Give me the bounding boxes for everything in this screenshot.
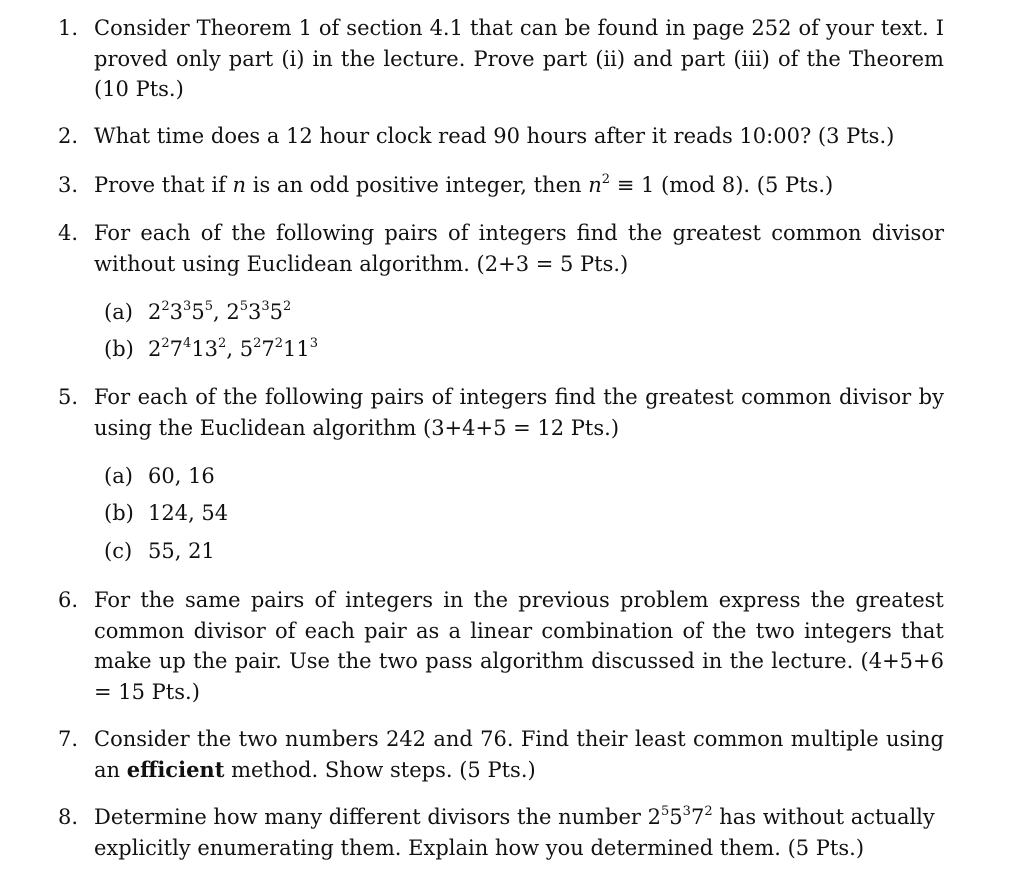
word: section <box>346 16 423 40</box>
word: 1 <box>298 16 312 40</box>
word: pairs <box>370 385 425 409</box>
text-line <box>94 616 944 647</box>
word: same <box>184 588 241 612</box>
text-line: an efficient method. Show steps. (5 Pts.) <box>94 756 536 782</box>
word: up <box>158 649 186 673</box>
text-line <box>94 724 944 755</box>
word: two <box>238 727 278 751</box>
word: the <box>603 385 638 409</box>
subpart-b: (b) 124, 54 <box>104 501 229 525</box>
word: using <box>885 727 944 751</box>
word: numbers <box>285 727 379 751</box>
problem-text <box>94 218 944 279</box>
text-line: (10 Pts.) <box>94 77 184 101</box>
word: common <box>693 727 784 751</box>
word: two <box>755 618 795 643</box>
word: and <box>433 727 473 751</box>
word: greatest <box>672 221 761 245</box>
word: the <box>193 649 228 673</box>
word: make <box>94 649 152 673</box>
word: common <box>94 618 185 643</box>
text-line: without using Euclidean algorithm. (2+3 = 5 Pts.) <box>94 251 629 276</box>
word: multiple <box>790 727 879 751</box>
word: the <box>196 727 232 751</box>
word: algorithm <box>479 649 584 673</box>
word: (ii) <box>595 46 626 71</box>
word: lecture. <box>771 649 854 673</box>
word: Consider <box>94 727 190 751</box>
word: two <box>378 649 418 673</box>
word: the <box>473 588 509 612</box>
word: a <box>448 618 462 643</box>
word: in <box>665 16 686 40</box>
word: Theorem <box>196 16 292 40</box>
word: combination <box>541 618 674 643</box>
word: (iii) <box>733 46 770 71</box>
word: in <box>443 588 464 612</box>
word: and <box>633 46 673 71</box>
word: that <box>900 618 944 643</box>
word: of <box>200 221 222 245</box>
word: of <box>798 16 819 40</box>
problem-number: 4. <box>58 221 79 245</box>
word: of <box>777 46 799 71</box>
variable-n: n <box>588 173 602 197</box>
word: 252 <box>751 16 792 40</box>
word: 242 <box>385 727 427 751</box>
word: of <box>318 16 340 40</box>
word: as <box>416 618 440 643</box>
word: text. <box>880 16 929 40</box>
text-line: Determine how many different divisors the number $2^55^37^2$ has without actually <box>94 804 935 829</box>
word: the <box>806 46 841 71</box>
word: part <box>680 46 726 71</box>
problem-text <box>94 170 944 201</box>
word: express <box>718 588 801 612</box>
word: only <box>175 46 221 71</box>
text-line <box>94 44 944 75</box>
word: For <box>94 588 131 612</box>
word: greatest <box>645 385 734 409</box>
word: found <box>597 16 659 40</box>
subpart-c: (c) 55, 21 <box>104 539 215 563</box>
word: 4.1 <box>429 16 463 40</box>
word: divisor <box>871 221 944 245</box>
word: by <box>918 385 944 409</box>
variable-n: n <box>232 173 247 197</box>
text-line: explicitly enumerating them. Explain how you determined them. (5 Pts.) <box>94 835 865 860</box>
word: greatest <box>855 588 944 612</box>
text-line: Prove that if n is an odd positive integer, then $n^2 \equiv 1$ (mod 8). (5 Pts.) <box>94 172 834 197</box>
text-line <box>94 585 944 616</box>
word: of <box>314 588 335 612</box>
word: the <box>627 221 663 245</box>
word: can <box>519 16 558 40</box>
text-line <box>94 13 944 44</box>
text-line: = 15 Pts.) <box>94 679 200 704</box>
word: divisor <box>193 618 266 643</box>
word: of <box>431 385 453 409</box>
word: following <box>275 221 375 245</box>
word: following <box>265 385 364 409</box>
word: each <box>304 618 355 643</box>
word: discussed <box>591 649 695 673</box>
text-line <box>94 382 944 413</box>
problem-text <box>94 121 944 152</box>
word: Prove <box>473 46 535 71</box>
text-line: What time does a 12 hour clock read 90 hours after it reads 10:00? (3 Pts.) <box>94 124 895 148</box>
word: Find <box>520 727 570 751</box>
word: of <box>195 385 216 409</box>
word: integers <box>345 588 433 612</box>
problem-text <box>94 585 944 707</box>
word: common <box>771 221 862 245</box>
problem-text <box>94 724 944 785</box>
word: For <box>94 385 131 409</box>
word: in <box>702 649 723 673</box>
problem-number: 7. <box>58 727 79 751</box>
subpart-a: (a) $2^23^35^5$, $2^53^35^2$ <box>104 299 292 324</box>
word: the <box>729 649 764 673</box>
word: least <box>634 727 686 751</box>
word: integers <box>459 385 548 409</box>
word: the <box>337 649 372 673</box>
word: the <box>140 588 175 612</box>
word: integers <box>478 221 567 245</box>
word: page <box>692 16 745 40</box>
word: For <box>94 221 131 245</box>
word: Consider <box>94 16 190 40</box>
problem-number: 6. <box>58 588 79 612</box>
word: find <box>576 221 618 245</box>
word: the <box>231 221 266 245</box>
text-line <box>94 218 944 249</box>
word: their <box>576 727 628 751</box>
problem-number: 2. <box>58 124 79 148</box>
word: each <box>137 385 188 409</box>
word: the <box>712 618 747 643</box>
word: in <box>312 46 333 71</box>
word: problem <box>619 588 709 612</box>
word: of <box>275 618 296 643</box>
word: of <box>682 618 703 643</box>
word: lecture. <box>383 46 466 71</box>
problem-text <box>94 13 944 105</box>
word: find <box>554 385 596 409</box>
word: that <box>469 16 513 40</box>
word: pass <box>425 649 473 673</box>
word: your <box>825 16 874 40</box>
word: linear <box>470 618 533 643</box>
word: be <box>564 16 591 40</box>
problem-number: 5. <box>58 385 79 409</box>
problem-number: 8. <box>58 805 79 829</box>
text-line: using the Euclidean algorithm (3+4+5 = 12 Pts.) <box>94 415 620 440</box>
problem-text <box>94 382 944 443</box>
word: Use <box>289 649 330 673</box>
word: (i) <box>281 46 305 71</box>
word: pairs <box>384 221 438 245</box>
word: each <box>140 221 191 245</box>
word: (4+5+6 <box>860 649 944 673</box>
problem-number: 1. <box>58 16 79 40</box>
emphasis-efficient: efficient <box>126 756 225 782</box>
word: divisor <box>838 385 912 409</box>
subpart-a: (a) 60, 16 <box>104 464 215 488</box>
problem-number: 3. <box>58 173 79 197</box>
word: proved <box>94 46 168 71</box>
word: previous <box>518 588 610 612</box>
word: part <box>542 46 588 71</box>
word: pair. <box>234 649 282 673</box>
word: the <box>223 385 258 409</box>
problem-text <box>94 802 944 863</box>
word: pair <box>364 618 407 643</box>
word: 76. <box>480 727 514 751</box>
word: I <box>935 16 944 40</box>
word: of <box>448 221 469 245</box>
word: pairs <box>250 588 305 612</box>
word: common <box>741 385 832 409</box>
word: the <box>810 588 846 612</box>
subpart-b: (b) $2^27^413^2$, $5^27^211^3$ <box>104 336 319 361</box>
word: integers <box>803 618 892 643</box>
word: the <box>340 46 376 71</box>
text-line <box>94 646 944 677</box>
word: Theorem <box>848 46 944 71</box>
word: part <box>228 46 274 71</box>
